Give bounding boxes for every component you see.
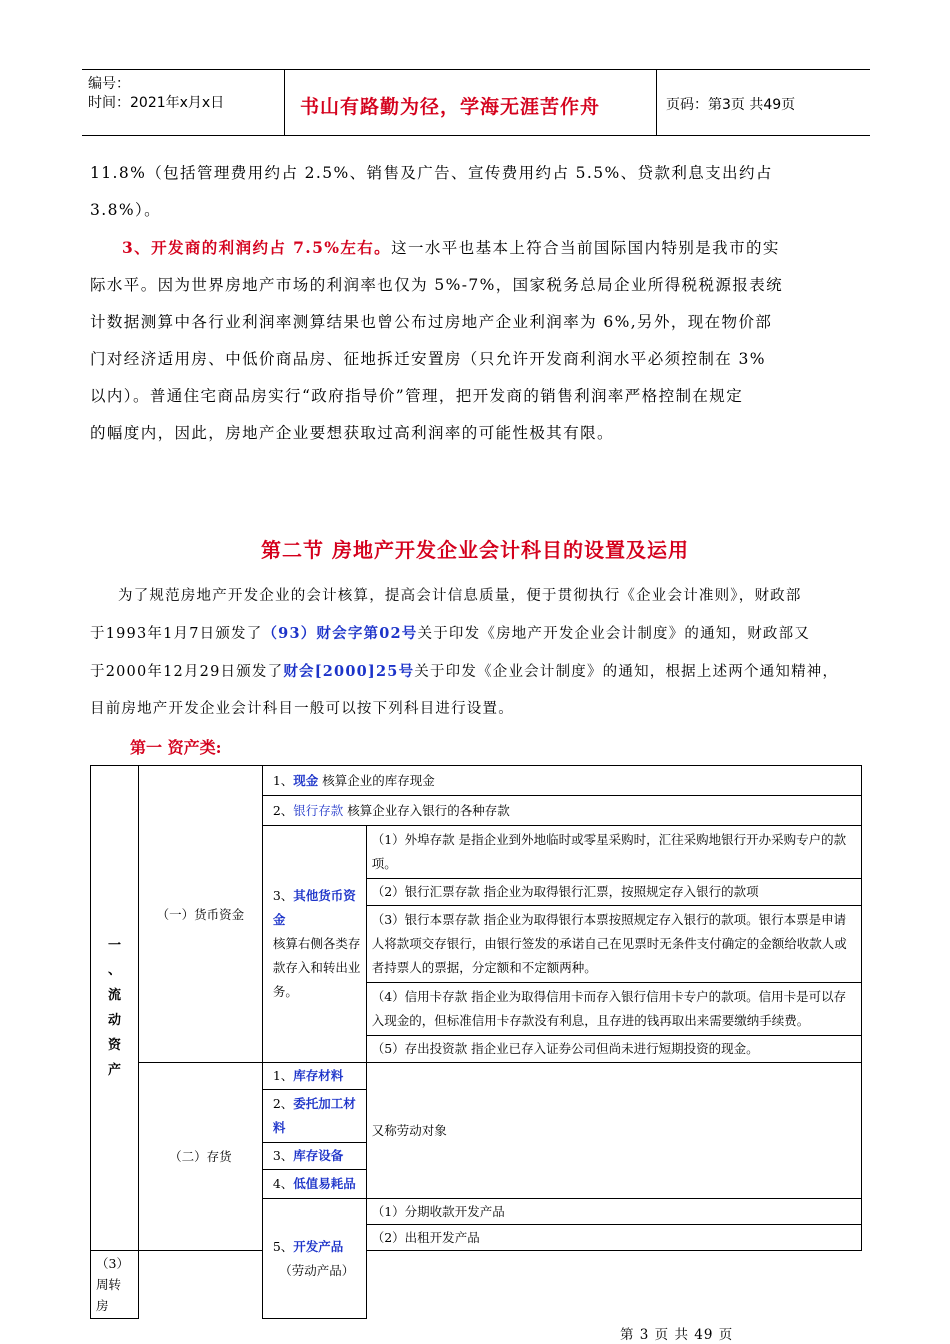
paragraph-2-line-3: 计数据测算中各行业利润率测算结果也曾公布过房地产企业利润率为 6%,另外，现在物价部 xyxy=(90,313,773,331)
paragraph-2-line-6: 的幅度内，因此，房地产企业要想获取过高利润率的可能性极其有限。 xyxy=(90,424,614,442)
inventory-low-value-consumables-link[interactable]: 低值易耗品 xyxy=(293,1176,356,1191)
header-divider-left xyxy=(284,69,285,135)
sub-account-cashier-order: （3）银行本票存款 指企业为取得银行本票按照规定存入银行的款项。银行本票是申请人将款项交存银行，由银行签发的承诺自己在见票时无条件支付确定的金额给收款人或者持票人的票据，分定额和不定额两种。 xyxy=(366,906,861,983)
account-cash-row xyxy=(262,766,861,796)
account-bank-deposit-desc: 核算企业存入银行的各种存款 xyxy=(343,803,510,818)
regulation-link-93[interactable]: （93）财会字第02号 xyxy=(262,625,418,642)
section-intro-line-3-a: 于2000年12月29日颁发了 xyxy=(90,664,284,680)
paragraph-2-highlight: 3、开发商的利润约占 7.5%左右。 xyxy=(122,238,392,257)
section-intro-line-4: 目前房地产开发企业会计科目一般可以按下列科目进行设置。 xyxy=(90,701,514,717)
account-cash-link[interactable]: 现金 xyxy=(293,773,319,788)
group-currency-funds: （一）货币资金 xyxy=(138,766,262,1063)
main-category-char: 一 xyxy=(107,938,121,953)
header-page-info: 页码：第3页 共49页 xyxy=(666,97,796,113)
table-row xyxy=(91,766,862,796)
account-cash-desc: 核算企业的库存现金 xyxy=(318,773,435,788)
sub-account-credit-card: （4）信用卡存款 指企业为取得信用卡而存入银行信用卡专户的款项。信用卡是可以存入现金的，但标准信用卡存款没有利息，且存进的钱再取出来需要缴纳手续费。 xyxy=(366,983,861,1036)
table-row xyxy=(91,1063,862,1090)
inventory-materials xyxy=(262,1063,366,1090)
inventory-developed-products-note: （劳动产品） xyxy=(279,1262,355,1278)
header-top-rule xyxy=(82,69,870,70)
main-category-char: 流 xyxy=(107,988,121,1003)
account-number: 4、 xyxy=(272,1176,294,1191)
inventory-consigned-materials-link[interactable]: 委托加工材料 xyxy=(272,1096,356,1135)
developed-products-rental: （2）出租开发产品 xyxy=(366,1225,861,1251)
paragraph-2-line-2: 际水平。因为世界房地产市场的利润率也仅为 5%-7%，国家税务总局企业所得税税源报表统 xyxy=(90,276,784,294)
category-title: 第一 资产类: xyxy=(130,738,222,757)
header-time-label: 时间：2021年x月x日 xyxy=(88,95,225,111)
paragraph-2-line-1-rest: 这一水平也基本上符合当前国际国内特别是我市的实 xyxy=(391,239,780,257)
table-row xyxy=(91,1251,862,1319)
section-intro-line-1: 为了规范房地产开发企业的会计核算，提高会计信息质量，便于贯彻执行《企业会计准则》，财政部 xyxy=(118,588,802,604)
paragraph-2-line-4: 门对经济适用房、中低价商品房、征地拆迁安置房（只允许开发商利润水平必须控制在 3% xyxy=(90,350,766,368)
account-number: 3、 xyxy=(272,888,294,903)
sub-account-remote-deposit: （1）外埠存款 是指企业到外地临时或零星采购时，汇往采购地银行开办采购专户的款项。 xyxy=(366,826,861,879)
regulation-link-2000[interactable]: 财会[2000]25号 xyxy=(283,663,415,680)
account-other-monetary-funds-desc: 核算右侧各类存款存入和转出业务。 xyxy=(272,936,361,999)
header-motto: 书山有路勤为径，学海无涯苦作舟 xyxy=(300,96,601,118)
footer-page-number: 第 3 页 共 49 页 xyxy=(620,1327,734,1343)
account-number: 1、 xyxy=(272,1068,294,1083)
section-intro-line-2-a: 于1993年1月7日颁发了 xyxy=(90,626,263,642)
section-intro-line-3-b: 关于印发《企业会计制度》的通知，根据上述两个通知精神， xyxy=(414,664,839,680)
section-intro-line-2-b: 关于印发《房地产开发企业会计制度》的通知，财政部又 xyxy=(417,626,811,642)
account-number: 2、 xyxy=(272,1096,294,1111)
account-number: 5、 xyxy=(272,1238,294,1254)
inventory-equipment xyxy=(262,1143,366,1170)
developed-products-installment: （1）分期收款开发产品 xyxy=(366,1199,861,1225)
main-category-cell xyxy=(91,766,139,1251)
inventory-consigned-materials xyxy=(262,1090,366,1143)
account-bank-deposit-row xyxy=(262,796,861,826)
section-intro-line-2 xyxy=(90,615,880,653)
main-category-char: 资 xyxy=(107,1038,121,1053)
main-category-char: 产 xyxy=(107,1063,121,1078)
paragraph-1 xyxy=(90,155,880,229)
developed-products-turnover-housing: （3）周转房 xyxy=(91,1251,139,1319)
inventory-equipment-link[interactable]: 库存设备 xyxy=(293,1148,344,1163)
inventory-description: 又称劳动对象 xyxy=(366,1063,861,1199)
paragraph-2-line-5: 以内）。普通住宅商品房实行“政府指导价”管理，把开发商的销售利润率严格控制在规定 xyxy=(90,387,744,405)
section-intro-line-3 xyxy=(90,653,880,691)
account-number: 2、 xyxy=(272,803,294,818)
section-intro xyxy=(90,578,880,728)
account-bank-deposit-link[interactable]: 银行存款 xyxy=(293,803,344,818)
group-inventory: （二）存货 xyxy=(138,1063,262,1251)
inventory-low-value-consumables xyxy=(262,1170,366,1199)
inventory-developed-products xyxy=(262,1199,366,1319)
sub-account-bank-draft: （2）银行汇票存款 指企业为取得银行汇票，按照规定存入银行的款项 xyxy=(366,879,861,906)
header-number-label: 编号： xyxy=(88,76,130,92)
account-other-monetary-funds xyxy=(262,826,366,1063)
header-divider-right xyxy=(656,69,657,135)
account-number: 3、 xyxy=(272,1148,294,1163)
account-other-monetary-funds-link[interactable]: 其他货币资金 xyxy=(272,888,356,927)
main-category-char: 、 xyxy=(107,963,121,978)
paragraph-1-line-2: 3.8%）。 xyxy=(90,201,162,219)
paragraph-2-line-1 xyxy=(90,229,880,267)
account-number: 1、 xyxy=(272,773,294,788)
asset-account-table xyxy=(90,765,862,1319)
inventory-developed-products-link[interactable]: 开发产品 xyxy=(293,1238,344,1254)
header-bottom-rule xyxy=(82,135,870,136)
paragraph-1-line-1: 11.8%（包括管理费用约占 2.5%、销售及广告、宣传费用约占 5.5%、贷款利息支出约占 xyxy=(90,164,773,182)
paragraph-2 xyxy=(90,229,880,452)
section-title: 第二节 房地产开发企业会计科目的设置及运用 xyxy=(261,538,689,562)
main-category-char: 动 xyxy=(107,1013,121,1028)
inventory-materials-link[interactable]: 库存材料 xyxy=(293,1068,344,1083)
sub-account-investment-deposit: （5）存出投资款 指企业已存入证券公司但尚未进行短期投资的现金。 xyxy=(366,1036,861,1063)
